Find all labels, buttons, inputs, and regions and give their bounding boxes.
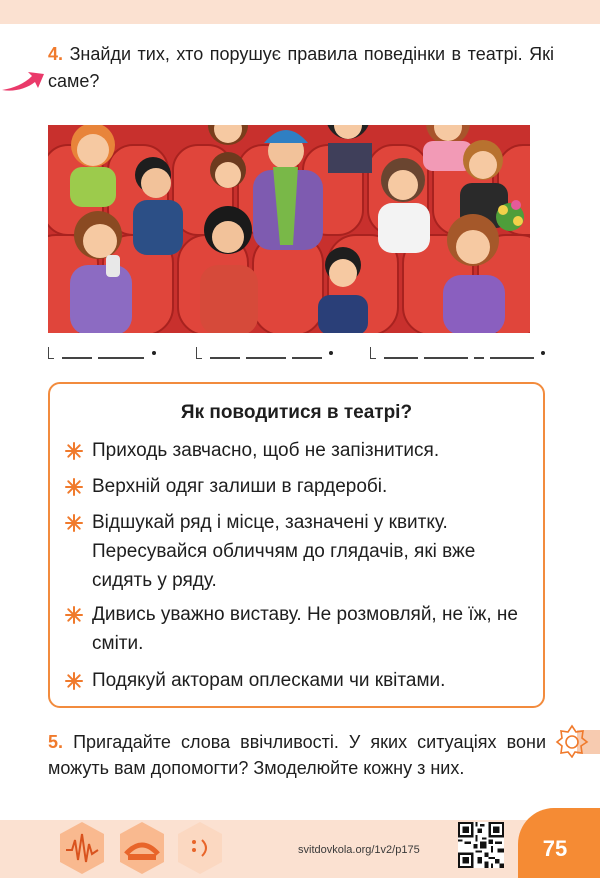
- rule-item: [60, 472, 540, 501]
- task-5-text: Пригадайте слова ввічливості. У яких ситуаціях вони можуть вам допомогти? Змоделюйте кожну з них.: [48, 732, 546, 778]
- asterisk-bullet-icon: [64, 441, 84, 461]
- smile-icon: [176, 820, 224, 876]
- answer-blank-1[interactable]: [48, 343, 158, 363]
- sound-wave-icon: [58, 820, 106, 876]
- qr-code-icon[interactable]: [458, 822, 504, 868]
- answer-blank-3[interactable]: [370, 343, 546, 363]
- task-4-text: Знайди тих, хто порушує правила поведінки в театрі. Які саме?: [48, 44, 554, 91]
- asterisk-bullet-icon: [64, 671, 84, 691]
- rule-item: [60, 508, 540, 595]
- task-5: [48, 729, 546, 781]
- asterisk-bullet-icon: [64, 605, 84, 625]
- rule-text: Дивись уважно виставу. Не розмовляй, не їж, не сміти.: [92, 604, 518, 654]
- task-4-number: 4.: [48, 44, 64, 64]
- rules-title: Як поводитися в театрі?: [180, 402, 413, 423]
- page-number: 75: [542, 836, 568, 861]
- theatre-rules-box: [48, 382, 545, 708]
- rule-text: Приходь завчасно, щоб не запізнитися.: [92, 440, 440, 461]
- rule-item: [60, 666, 540, 695]
- group-work-marker: [553, 722, 600, 762]
- answer-blanks: [48, 343, 546, 363]
- gear-icon: [555, 724, 589, 758]
- asterisk-bullet-icon: [64, 477, 84, 497]
- task-5-number: 5.: [48, 732, 64, 752]
- task-4: [48, 41, 554, 95]
- rule-item: [60, 600, 540, 658]
- rule-item: [60, 436, 540, 465]
- footer-url[interactable]: svitdovkola.org/1v2/p175: [298, 844, 420, 856]
- bridge-icon: [118, 820, 166, 876]
- top-band: [0, 0, 600, 24]
- pointer-arrow-icon: [2, 70, 46, 94]
- rule-text: Верхній одяг залиши в гардеробі.: [92, 476, 388, 497]
- rule-text: Подякуй акторам оплесками чи квітами.: [92, 670, 446, 691]
- theatre-audience-illustration: [48, 125, 530, 333]
- asterisk-bullet-icon: [64, 513, 84, 533]
- rule-text: Відшукай ряд і місце, зазначені у квитку. Пересувайся обличчям до глядачів, які вже сидять у ряду.: [92, 512, 476, 591]
- answer-blank-2[interactable]: [196, 343, 336, 363]
